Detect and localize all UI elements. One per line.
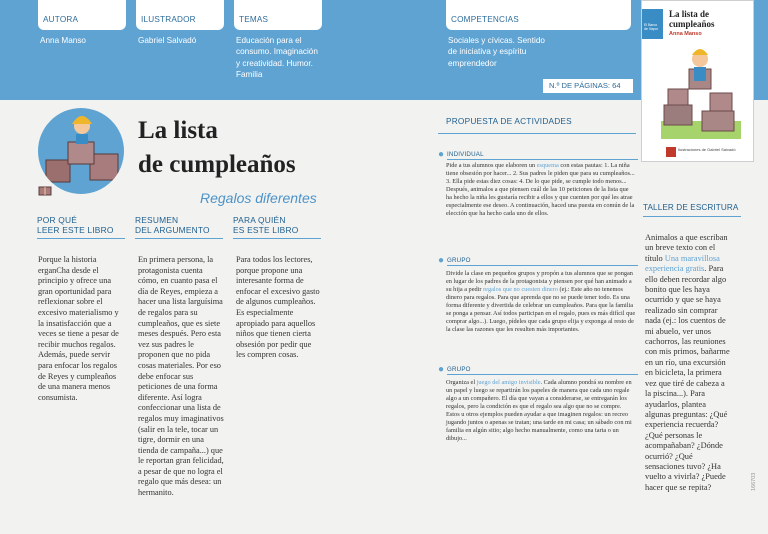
themes-value: Educación para el consumo. Imaginación y creatividad. Humor. Familia [236, 36, 318, 80]
author-block [38, 0, 126, 46]
workshop-heading: TALLER DE ESCRITURA [643, 203, 739, 212]
individual-rule [447, 159, 638, 160]
series-badge: El Barco de Vapor [642, 9, 663, 39]
individual-highlight: esquema [536, 162, 559, 169]
group2-label: GRUPO [447, 366, 471, 373]
book-title [138, 114, 296, 182]
summary-heading-line-2: DEL ARGUMENTO [135, 225, 210, 235]
who-rule [233, 238, 321, 239]
group1-rule [447, 265, 638, 266]
summary-heading [135, 215, 210, 235]
group2-text-a: Organiza el [446, 379, 477, 386]
publisher-logo [666, 147, 676, 157]
summary-text: En primera persona, la protagonista cuenta cómo, en cuanto pasa el día de Reyes, empieza a hacer una lista larguísima de regalos para su cumpleaños, que es siete meses después. Pero esta vez sus padres le proponen que no pida cosas materiales. Por eso debe enfocar sus peticiones de una forma diferente. Así logra confeccionar una lista de regalos muy imaginativos (salir en la tele, tocar un tigre, dormir en una tienda de campaña...) que le reportan gran felicidad, a pesar de que no logra el regalo que más desea: un hermanito. [138, 255, 224, 498]
workshop-text [645, 233, 731, 493]
group1-text-a: Divide la clase en pequeños grupos y propón a tus alumnos que se pongan en lugar de los padres de la protagonista y piensen por qué han animado a su hija a pedir [446, 270, 633, 293]
illustrator-value: Gabriel Salvadó [138, 36, 197, 45]
group1-label: GRUPO [447, 257, 471, 264]
who-heading-line-2: ES ESTE LIBRO [233, 225, 299, 235]
individual-label: INDIVIDUAL [447, 151, 484, 158]
book-subtitle: Regalos diferentes [200, 190, 317, 206]
why-heading-line-2: LEER ESTE LIBRO [37, 225, 114, 235]
group-icon: ● [438, 364, 445, 375]
individual-text [446, 162, 636, 218]
summary-heading-line-1: RESUMEN [135, 215, 179, 225]
themes-block [234, 0, 322, 81]
workshop-text-b: . Para ello deben recordar algo bonito que les haya ocurrido y que se haya realizado sin comprar nada (ej.: los cuentos de mi abuelo, ver unos cachorros, las reuniones con mis primos, bañarme en un río, una excursión en bicicleta, la primera vez que tiré de cabeza a la piscina...). Para ayudarlos, plantea algunas preguntas: ¿Qué experiencia recuerda? ¿Qué personas le acompañaban? ¿Dónde ocurrió? ¿Qué sensaciones tuvo? ¿Ha vuelto a vivirla? ¿Puede hacer que se repita? [645, 264, 730, 492]
cover-title: La lista de cumpleaños [669, 9, 715, 29]
author-label: AUTORA [38, 0, 126, 30]
group2-highlight: juego del amigo invisible [476, 379, 541, 386]
hero-illustration [38, 108, 124, 194]
why-rule [37, 238, 125, 239]
small-gift-icon [38, 184, 52, 196]
illustrator-label: ILUSTRADOR [136, 0, 224, 30]
activities-rule [438, 133, 636, 134]
who-heading [233, 215, 298, 235]
why-heading-line-1: POR QUÉ [37, 215, 78, 225]
individual-section-header [438, 150, 638, 160]
page-count: N.º DE PÁGINAS: 64 [543, 79, 633, 93]
group1-text [446, 270, 636, 334]
group2-section-header [438, 365, 638, 375]
competences-block [446, 0, 631, 69]
themes-label: TEMAS [234, 0, 322, 30]
person-icon: ● [438, 149, 445, 160]
who-heading-line-1: PARA QUIÉN [233, 215, 286, 225]
why-heading [37, 215, 114, 235]
individual-text-b: con estas pautas: 1. La niña tiene obsesión por hacer... 2. Sus padres le piden que para su cumpleaños... 3. Ella pide estas diez cosas: 4. De lo que pide, se cumple todo menos... Después, animalos a que piensen cuál de las 10 peticiones de la lista que ha hecho la niña les gustaría recibir a ellos y que cuenten por qué les atrae especialmente ese deseo. A continuación, haced una puesta en común de la elección que ha hecho cada uno de ellos. [446, 162, 635, 217]
why-text: Porque la historia erganCha desde el principio y ofrece una gran oportunidad para reflexionar sobre el excesivo materialismo y la insatisfacción que a veces se tiene a pesar de recibir muchos regalos. Además, puede servir para enfocar los regalos de Reyes y cumpleaños de una manera menos consumista. [38, 255, 119, 402]
group2-text-b: . Cada alumno pondrá su nombre en un papel y luego se repartirán los papeles de manera que cada uno regale algo a un compañero. El día que vayan a considerarse, se entregarán los regalos, pero la condición es que el regalo sea algo que no se compre. Estos u otros ejemplos pueden ayudar a que imaginen regalos: un recreo jugando juntos o apenas se tratan; una tarde en mi casa; un sábado con mi familia en algún sitio; algo hecho manualmente, como una tarta o un dibujo... [446, 379, 632, 442]
who-text: Para todos los lectores, porque propone una interesante forma de enfocar el excesivo gasto de algunos cumpleaños. Es especialmente apropiado para aquellos niños que tienen cierta obsesión por pedir que les compren cosas. [236, 255, 320, 360]
individual-text-a: Pide a tus alumnos que elaboren un [446, 162, 537, 169]
summary-rule [135, 238, 223, 239]
workshop-highlight: Una maravillosa experiencia gratis [645, 253, 720, 274]
group1-section-header [438, 256, 638, 266]
group-icon: ● [438, 255, 445, 266]
competences-label: COMPETENCIAS [446, 0, 631, 30]
cover-illustration [656, 41, 746, 143]
illustrator-block [136, 0, 224, 46]
activities-heading: PROPUESTA DE ACTIVIDADES [446, 116, 572, 126]
group2-text [446, 379, 636, 443]
author-value: Anna Manso [40, 36, 86, 45]
cover-author: Anna Manso [669, 31, 702, 37]
title-line-1: La lista [138, 117, 218, 144]
workshop-text-a: Animalos a que escriban un breve texto con el título [645, 233, 728, 263]
book-cover [641, 0, 754, 162]
competences-value: Sociales y cívicas. Sentido de iniciativa y espíritu emprendedor [448, 36, 545, 68]
workshop-rule [643, 216, 741, 217]
group1-highlight: regalos que no cuesten dinero [483, 286, 558, 293]
group2-rule [447, 374, 638, 375]
group1-text-b: (ej.: Este año no tenemos dinero para regalos. Para que aprenda que no se puede tener todo. Es una forma diferente y divertida de celebrar un cumpleaños. Para que la familia se ponga a pensar. Así todos participan en el regalo, pues es más difícil que comprar algo...). Luego, pídeles que cada grupo elija y exponga al resto de la clase las razones que les resulten más importantes. [446, 286, 636, 333]
title-line-2: de cumpleaños [138, 151, 296, 178]
catalog-code: 166703 [751, 472, 757, 491]
cover-illustrator: Ilustraciones de Gabriel Salvadó [678, 147, 736, 152]
